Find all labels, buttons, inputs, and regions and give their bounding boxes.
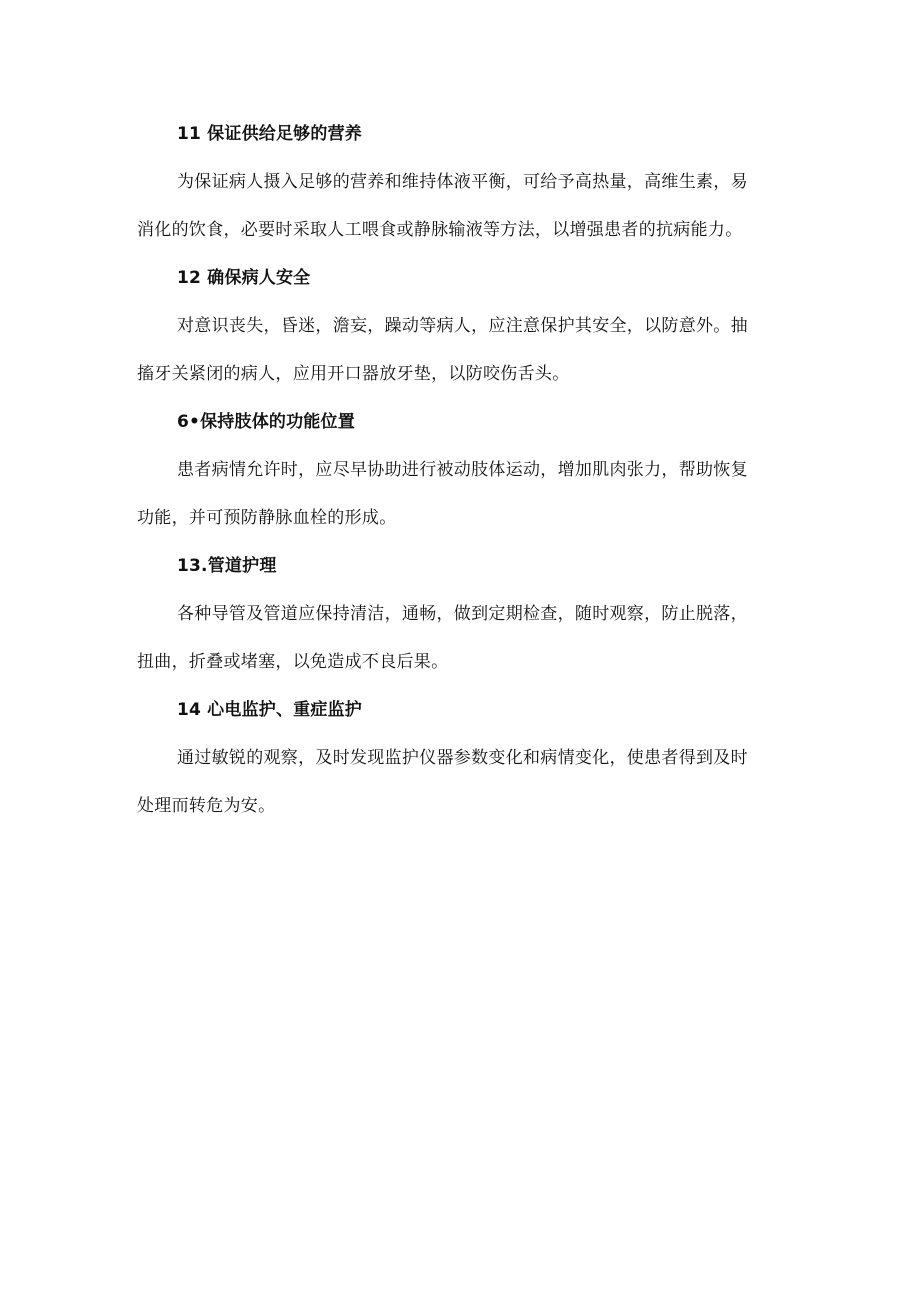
paragraph-line: 消化的饮食，必要时采取人工喂食或静脉输液等方法，以增强患者的抗病能力。: [137, 220, 743, 240]
paragraph-line: 对意识丧失，昏迷，澹妄，躁动等病人，应注意保护其安全，以防意外。抽: [177, 316, 748, 336]
section-heading: 6•保持肢体的功能位置: [177, 412, 355, 432]
paragraph-line: 为保证病人摄入足够的营养和维持体液平衡，可给予高热量，高维生素，易: [177, 172, 748, 192]
paragraph-line: 功能，并可预防静脉血栓的形成。: [137, 508, 397, 528]
section-paragraph: [137, 158, 797, 254]
section-paragraph: [137, 590, 797, 686]
section-paragraph: [137, 302, 797, 398]
section-tube-care: [137, 542, 797, 686]
section-heading: 14 心电监护、重症监护: [177, 700, 362, 720]
section-paragraph: [137, 446, 797, 542]
paragraph-line: 患者病情允许时，应尽早协助进行被动肢体运动，增加肌肉张力，帮助恢复: [177, 460, 748, 480]
section-heading: 11 保证供给足够的营养: [177, 124, 362, 144]
section-monitoring: [137, 686, 797, 830]
section-patient-safety: [137, 254, 797, 398]
paragraph-line: 通过敏锐的观察，及时发现监护仪器参数变化和病情变化，使患者得到及时: [177, 748, 748, 768]
paragraph-line: 各种导管及管道应保持清洁，通畅，做到定期检查，随时观察，防止脱落，: [177, 604, 748, 624]
paragraph-line: 处理而转危为安。: [137, 796, 276, 816]
section-paragraph: [137, 734, 797, 830]
document-body: [137, 110, 797, 830]
section-nutrition: [137, 110, 797, 254]
paragraph-line: 搐牙关紧闭的病人，应用开口器放牙垫，以防咬伤舌头。: [137, 364, 570, 384]
section-heading: 12 确保病人安全: [177, 268, 311, 288]
section-limb-position: [137, 398, 797, 542]
paragraph-line: 扭曲，折叠或堵塞，以免造成不良后果。: [137, 652, 449, 672]
section-heading: 13.管道护理: [177, 556, 277, 576]
